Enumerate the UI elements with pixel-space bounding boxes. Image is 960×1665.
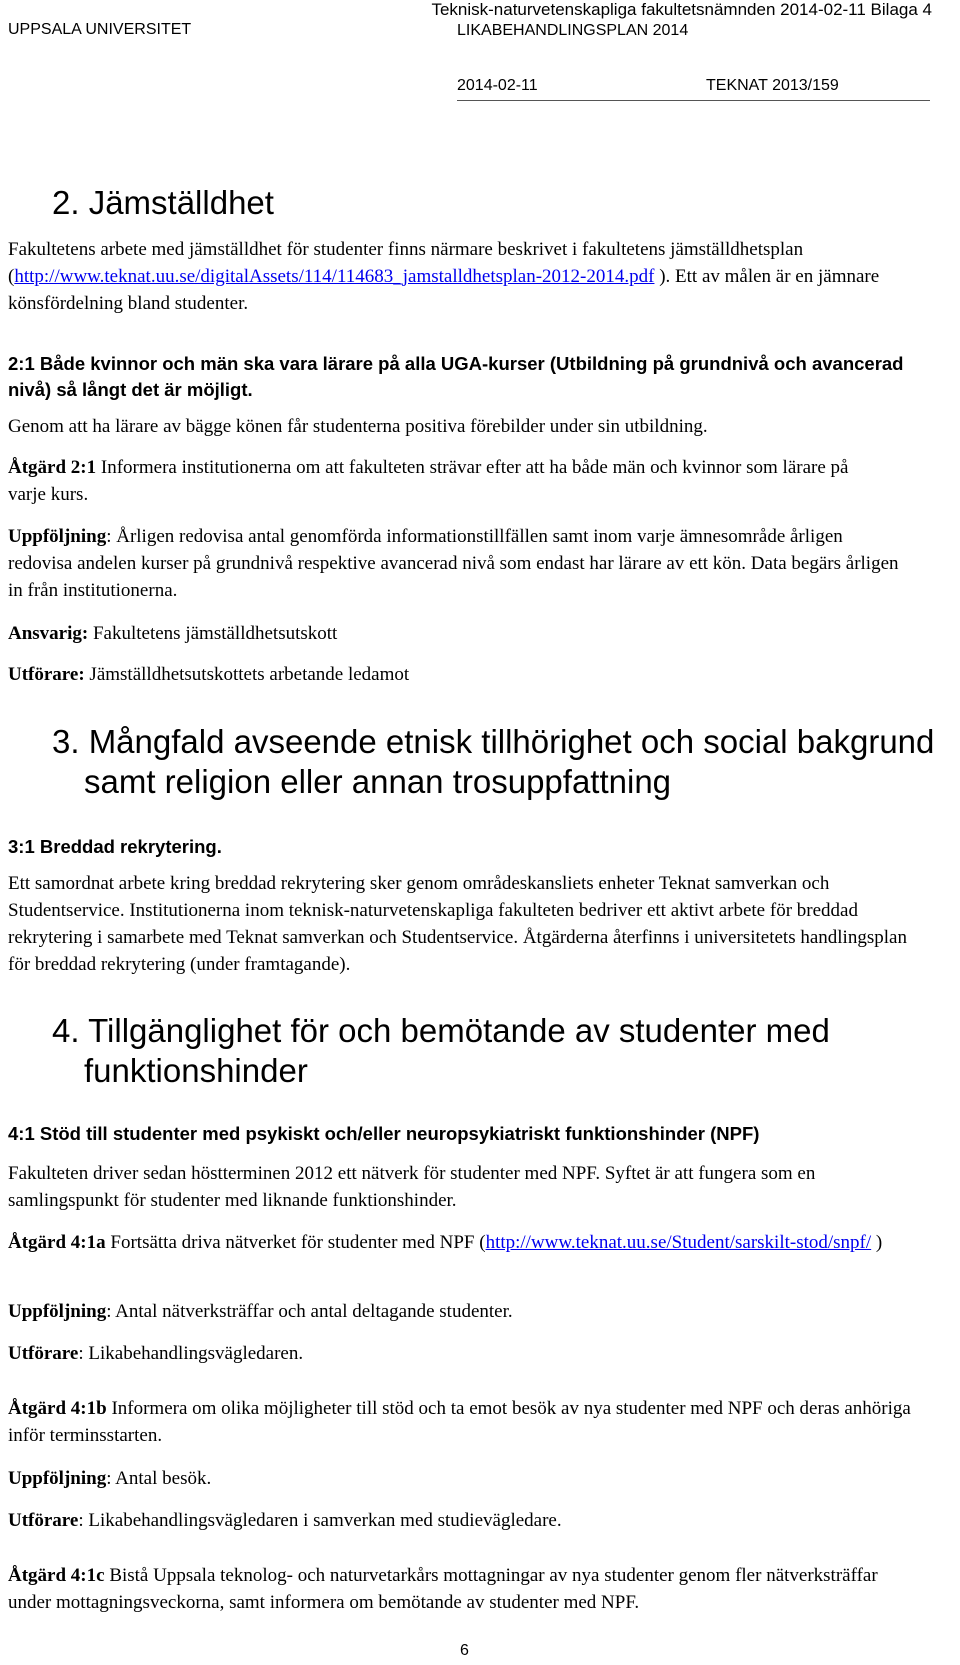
performer-2-1: Utförare: Jämställdhetsutskottets arbetande ledamot <box>8 664 410 685</box>
action-2-1: Åtgärd 2:1 Informera institutionerna om att fakulteten strävar efter att ha både män och kvinnor som lärare på varje kurs. <box>8 457 849 505</box>
responsible-2-1: Ansvarig: Fakultetens jämställdhetsutskott <box>8 623 338 644</box>
goal-2-1-heading: 2:1 Både kvinnor och män ska vara lärare på alla UGA-kurser (Utbildning på grundnivå och avancerad nivå) så långt det är möjligt. <box>8 353 904 400</box>
snpf-link[interactable]: http://www.teknat.uu.se/Student/sarskilt-stod/snpf/ <box>485 1232 872 1253</box>
document-subtitle: LIKABEHANDLINGSPLAN 2014 <box>457 22 689 39</box>
performer-4-1a: Utförare: Likabehandlingsvägledaren. <box>8 1343 304 1364</box>
goal-3-1-text: Ett samordnat arbete kring breddad rekrytering sker genom områdeskansliets enheter Teknat samverkan och Studentservice. Institutionerna inom teknisk-naturvetenskapliga fakulteten bedriver ett aktivt arbete för breddad rekrytering i samarbete med Teknat samverkan och Studentservice. Åtgärderna återfinns i universitetets handlingsplan för breddad rekrytering (under framtagande). <box>8 873 907 975</box>
goal-3-1-heading: 3:1 Breddad rekrytering. <box>8 836 222 857</box>
section-2-intro: Fakultetens arbete med jämställdhet för studenter finns närmare beskrivet i fakultetens jämställdhetsplan (http://www.teknat.uu.se/digitalAssets/114/114683_jamstalldhetsplan-2012-2014.pdf ). Ett av målen är en jämnare könsfördelning bland studenter. <box>8 239 880 314</box>
jamstalldhetsplan-link[interactable]: http://www.teknat.uu.se/digitalAssets/114/114683_jamstalldhetsplan-2012-2014.pdf <box>14 266 655 287</box>
section-3-heading: 3. Mångfald avseende etnisk tillhörighet och social bakgrund samt religion eller annan trosuppfattning <box>52 723 935 800</box>
performer-4-1b: Utförare: Likabehandlingsvägledaren i samverkan med studievägledare. <box>8 1510 562 1531</box>
goal-4-1-text: Fakulteten driver sedan höstterminen 2012 ett nätverk för studenter med NPF. Syftet är att fungera som en samlingspunkt för studenter med liknande funktionshinder. <box>8 1163 816 1211</box>
followup-4-1b: Uppföljning: Antal besök. <box>8 1468 212 1489</box>
goal-2-1-text: Genom att ha lärare av bägge könen får studenterna positiva förebilder under sin utbildning. <box>8 416 708 437</box>
page-number: 6 <box>460 1642 469 1659</box>
document-date: 2014-02-11 <box>457 77 538 94</box>
section-2-heading: 2. Jämställdhet <box>52 184 274 221</box>
followup-2-1: Uppföljning: Årligen redovisa antal genomförda informationstillfällen samt inom varje ämnesområde årligen redovisa andelen kurser på grundnivå respektive avancerad nivå som endast har lärare av ett kön. Data begärs årligen in från institutionerna. <box>8 526 899 601</box>
document-title: Teknisk-naturvetenskapliga fakultetsnämnden 2014-02-11 Bilaga 4 <box>431 0 932 19</box>
section-4-heading: 4. Tillgänglighet för och bemötande av studenter med funktionshinder <box>52 1012 830 1089</box>
action-4-1b: Åtgärd 4:1b Informera om olika möjligheter till stöd och ta emot besök av nya studenter med NPF och deras anhöriga inför terminsstarten. <box>8 1398 911 1446</box>
action-4-1c: Åtgärd 4:1c Bistå Uppsala teknolog- och naturvetarkårs mottagningar av nya studenter genom fler nätverksträffar under mottagningsveckorna, samt informera om bemötande av studenter med NPF. <box>8 1565 878 1613</box>
action-4-1a: Åtgärd 4:1a Fortsätta driva nätverket för studenter med NPF (http://www.teknat.uu.se/Student/sarskilt-stod/snpf/ ) <box>8 1232 883 1253</box>
goal-4-1-heading: 4:1 Stöd till studenter med psykiskt och/eller neuropsykiatriskt funktionshinder (NPF) <box>8 1123 760 1144</box>
document-reference: TEKNAT 2013/159 <box>706 77 839 94</box>
header-rule <box>457 100 930 101</box>
university-name: UPPSALA UNIVERSITET <box>8 21 192 38</box>
followup-4-1a: Uppföljning: Antal nätverksträffar och antal deltagande studenter. <box>8 1301 513 1322</box>
